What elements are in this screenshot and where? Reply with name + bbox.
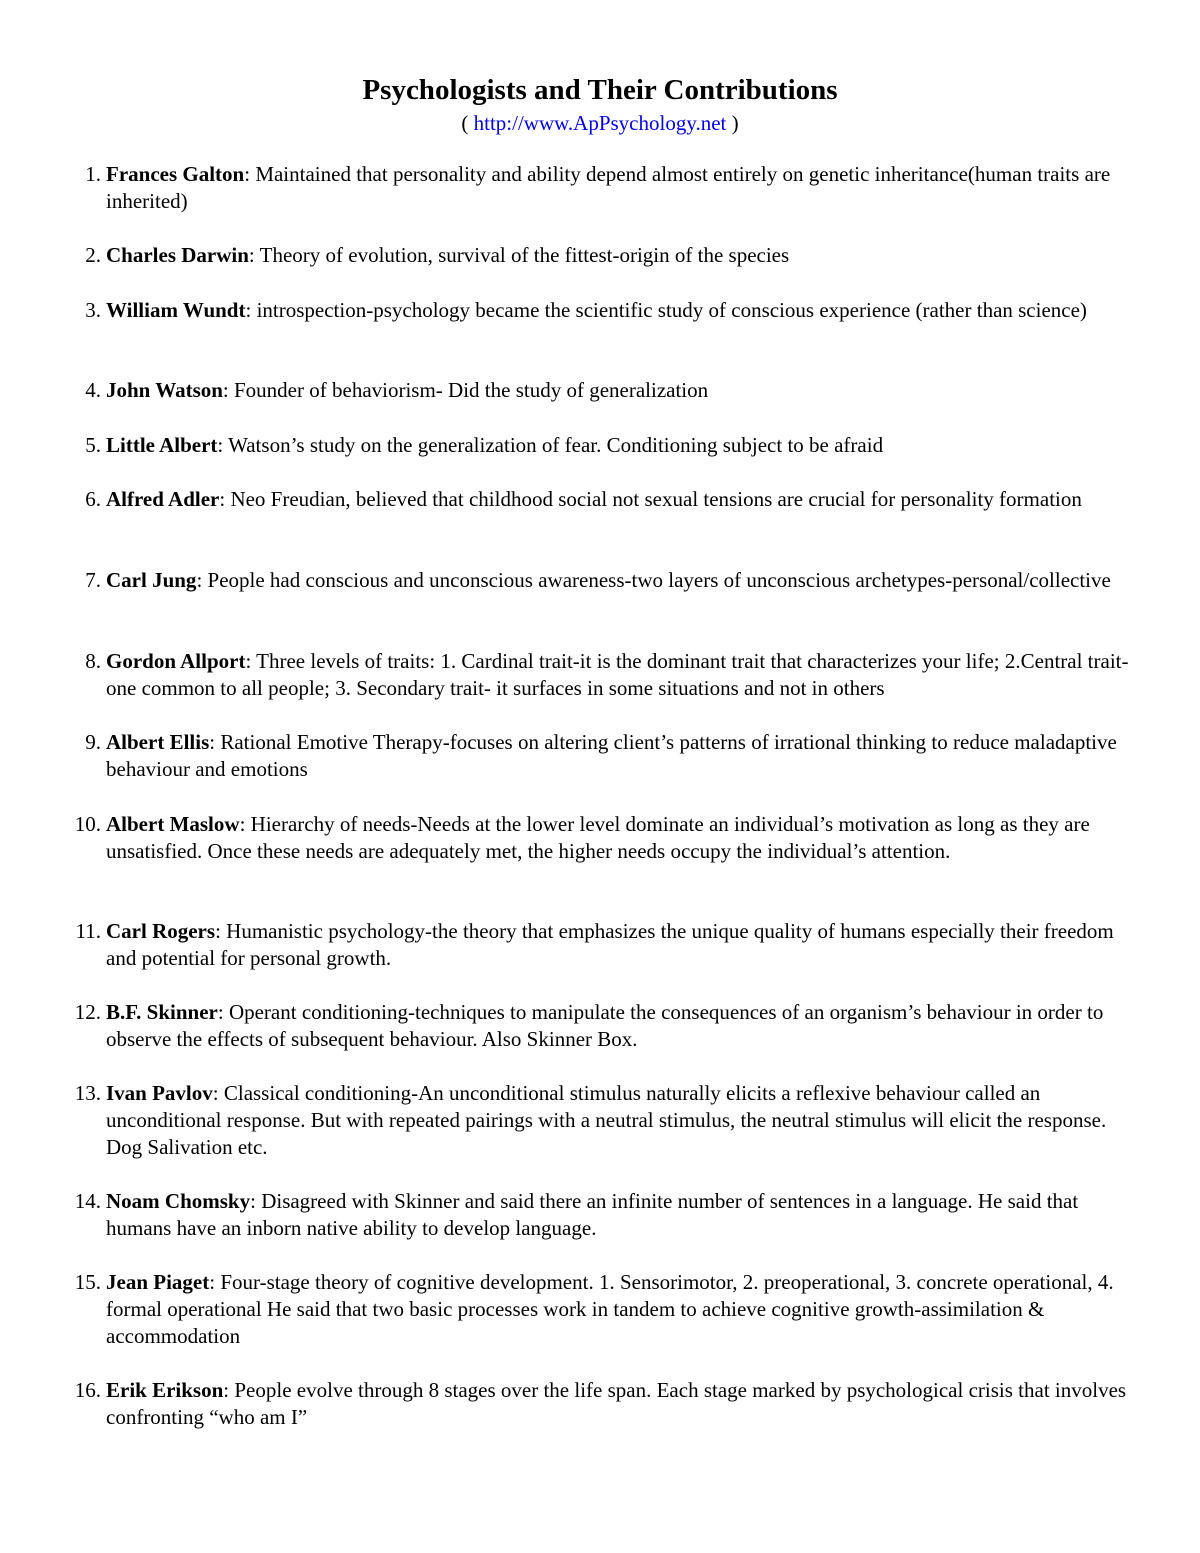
item-number: 5.: [85, 433, 101, 457]
psychologist-name: Erik Erikson: [106, 1378, 224, 1402]
psychologist-name: Carl Jung: [106, 568, 197, 592]
psychologist-name: Ivan Pavlov: [106, 1081, 213, 1105]
item-body: [106, 161, 1136, 215]
contribution-text: : Hierarchy of needs-Needs at the lower level dominate an individual’s motivation as long as they are unsatisfied. Once these needs are adequately met, the higher needs occupy the individual’s attention.: [106, 812, 1090, 863]
psychologist-name: Carl Rogers: [106, 919, 216, 943]
item-number: 4.: [85, 378, 101, 402]
item-number: 14.: [74, 1189, 101, 1213]
source-open-paren: (: [461, 111, 474, 135]
item-body: [106, 567, 1136, 594]
item-number: 10.: [74, 812, 101, 836]
item-body: [106, 1080, 1136, 1161]
item-body: [106, 432, 1136, 459]
item-number: 9.: [85, 730, 101, 754]
item-number: 7.: [85, 568, 101, 592]
contribution-text: : Maintained that personality and ability depend almost entirely on genetic inheritance(human traits are inherited): [106, 162, 1111, 213]
psychologist-name: Alfred Adler: [106, 487, 220, 511]
contribution-text: : Neo Freudian, believed that childhood social not sexual tensions are crucial for personality formation: [219, 487, 1082, 511]
contribution-text: : Operant conditioning-techniques to manipulate the consequences of an organism’s behaviour in order to observe the effects of subsequent behaviour. Also Skinner Box.: [106, 1000, 1104, 1051]
item-body: [106, 297, 1136, 324]
psychologist-name: Little Albert: [106, 433, 218, 457]
source-link[interactable]: http://www.ApPsychology.net: [473, 111, 727, 135]
psychologist-name: William Wundt: [106, 298, 246, 322]
item-number: 16.: [74, 1378, 101, 1402]
psychologist-name: Gordon Allport: [106, 649, 246, 673]
item-body: [106, 1269, 1136, 1350]
contribution-text: : Three levels of traits: 1. Cardinal trait-it is the dominant trait that characterizes your life; 2.Central trait-one common to all people; 3. Secondary trait- it surfaces in some situations and not in others: [106, 649, 1129, 700]
item-body: [106, 377, 1136, 404]
item-body: [106, 1377, 1136, 1431]
contribution-text: : Watson’s study on the generalization of fear. Conditioning subject to be afraid: [217, 433, 884, 457]
contribution-text: : Theory of evolution, survival of the fittest-origin of the species: [248, 243, 790, 267]
contribution-text: : Four-stage theory of cognitive development. 1. Sensorimotor, 2. preoperational, 3. concrete operational, 4. formal operational He said that two basic processes work in tandem to achieve cognitive growth-assimilation & accommodation: [106, 1270, 1114, 1348]
item-body: [106, 729, 1136, 783]
psychologist-name: Albert Ellis: [106, 730, 210, 754]
item-number: 12.: [74, 1000, 101, 1024]
contribution-text: : Founder of behaviorism- Did the study of generalization: [222, 378, 709, 402]
psychologist-name: Charles Darwin: [106, 243, 249, 267]
contribution-text: : Humanistic psychology-the theory that emphasizes the unique quality of humans especially their freedom and potential for personal growth.: [106, 919, 1114, 970]
page-title: Psychologists and Their Contributions: [362, 74, 838, 106]
item-number: 11.: [75, 919, 101, 943]
item-body: [106, 999, 1136, 1053]
item-number: 3.: [85, 298, 101, 322]
item-body: [106, 918, 1136, 972]
contribution-text: : Rational Emotive Therapy-focuses on altering client’s patterns of irrational thinking to reduce maladaptive behaviour and emotions: [106, 730, 1117, 781]
item-number: 8.: [85, 649, 101, 673]
source-close-paren: ): [726, 111, 739, 135]
psychologist-name: Albert Maslow: [106, 812, 240, 836]
item-number: 13.: [74, 1081, 101, 1105]
psychologist-name: Jean Piaget: [106, 1270, 210, 1294]
source-line: [0, 110, 1200, 136]
item-number: 2.: [85, 243, 101, 267]
psychologist-name: Frances Galton: [106, 162, 245, 186]
item-body: [106, 648, 1136, 702]
contribution-text: : Classical conditioning-An unconditional stimulus naturally elicits a reflexive behaviour called an unconditional response. But with repeated pairings with a neutral stimulus, the neutral stimulus will elicit the response. Dog Salivation etc.: [106, 1081, 1107, 1159]
item-body: [106, 811, 1136, 865]
item-number: 1.: [85, 162, 101, 186]
item-body: [106, 486, 1136, 513]
item-body: [106, 1188, 1136, 1242]
psychologist-name: Noam Chomsky: [106, 1189, 251, 1213]
contribution-text: : introspection-psychology became the scientific study of conscious experience (rather than science): [245, 298, 1087, 322]
psychologist-name: John Watson: [106, 378, 223, 402]
contribution-text: : People had conscious and unconscious awareness-two layers of unconscious archetypes-personal/collective: [196, 568, 1111, 592]
contribution-text: : Disagreed with Skinner and said there an infinite number of sentences in a language. He said that humans have an inborn native ability to develop language.: [106, 1189, 1079, 1240]
contribution-text: : People evolve through 8 stages over the life span. Each stage marked by psychological crisis that involves confronting “who am I”: [106, 1378, 1127, 1429]
item-number: 15.: [74, 1270, 101, 1294]
item-number: 6.: [85, 487, 101, 511]
psychologist-name: B.F. Skinner: [106, 1000, 218, 1024]
item-body: [106, 242, 1136, 269]
